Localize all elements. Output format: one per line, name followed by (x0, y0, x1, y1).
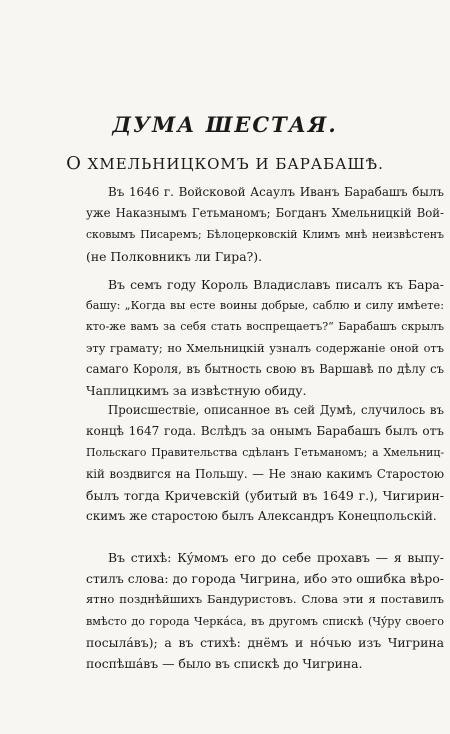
text-line: уже Наказнымъ Гетьманомъ; Богданъ Хмельницкій Вой- (86, 206, 444, 221)
text-line: стилъ слова: до города Чигрина, ибо это ошибка вѣро- (86, 571, 444, 587)
text-line: былъ тогда Кричевскій (убитый въ 1649 г.), Чигирин- (86, 487, 444, 503)
subtitle-initial: О (66, 153, 82, 174)
paragraph-1 (86, 182, 444, 267)
text-line: эту грамату; но Хмельницкій узналъ содержаніе оной отъ (86, 340, 444, 355)
text-line: поспѣшáвъ — было въ спискѣ до Чигрина. (86, 655, 363, 671)
page-subtitle (0, 153, 450, 174)
paragraph-2 (86, 274, 444, 401)
text-line: самаго Короля, въ бытность свою въ Варшавѣ по дѣлу съ (86, 361, 444, 376)
text-line: посылáвъ); а въ стихѣ: днёмъ и нóчью изъ Чигрина (86, 634, 444, 650)
text-line: Чаплицкимъ за извѣстную обиду. (86, 382, 307, 398)
text-line: (не Полковникъ ли Гира?). (86, 248, 263, 264)
text-line: концѣ 1647 года. Вслѣдъ за онымъ Барабашъ былъ отъ (86, 424, 444, 439)
text-line: Происшествіе, описанное въ сей Думѣ, случилось въ (108, 403, 444, 417)
text-line: башу: „Когда вы есте воины добрые, саблю и силу имѣете: (86, 299, 444, 313)
paragraph-4 (86, 547, 444, 674)
text-line: кій воздвигся на Польшу. — Не знаю какимъ Старостою (86, 466, 444, 481)
text-line: сковымъ Писаремъ; Бѣлоцерковскій Климъ мнѣ неизвѣстенъ (86, 228, 444, 242)
text-line: Польскаго Правительства сдѣланъ Гетьманомъ; а Хмельниц- (86, 446, 444, 460)
text-line: ятно позднѣйшихъ Бандуристовъ. Слова эти я поставилъ (86, 592, 444, 607)
text-line: Въ 1646 г. Войсковой Асаулъ Иванъ Барабашъ былъ (108, 185, 444, 199)
subtitle-text: ХМЕЛЬНИЦКОМЪ И БАРАБАШѢ. (87, 155, 384, 173)
text-line: Въ семъ году Король Владиславъ писалъ къ Бара- (108, 277, 444, 292)
paragraph-3 (86, 400, 444, 527)
text-line: Въ стихѣ: Кýмомъ его до себе прохавъ — я выпу- (108, 550, 444, 565)
text-line: вмѣсто до города Черкáса, въ другомъ спискѣ (Чýру своего (86, 614, 444, 628)
page-title: ДУМА ШЕСТАЯ. (112, 112, 338, 137)
text-line: скимъ же старостою былъ Александръ Конецпольскій. (86, 508, 437, 523)
text-line: кто-же вамъ за себя стать воспрещаетъ?“ Барабашъ скрылъ (86, 320, 444, 334)
